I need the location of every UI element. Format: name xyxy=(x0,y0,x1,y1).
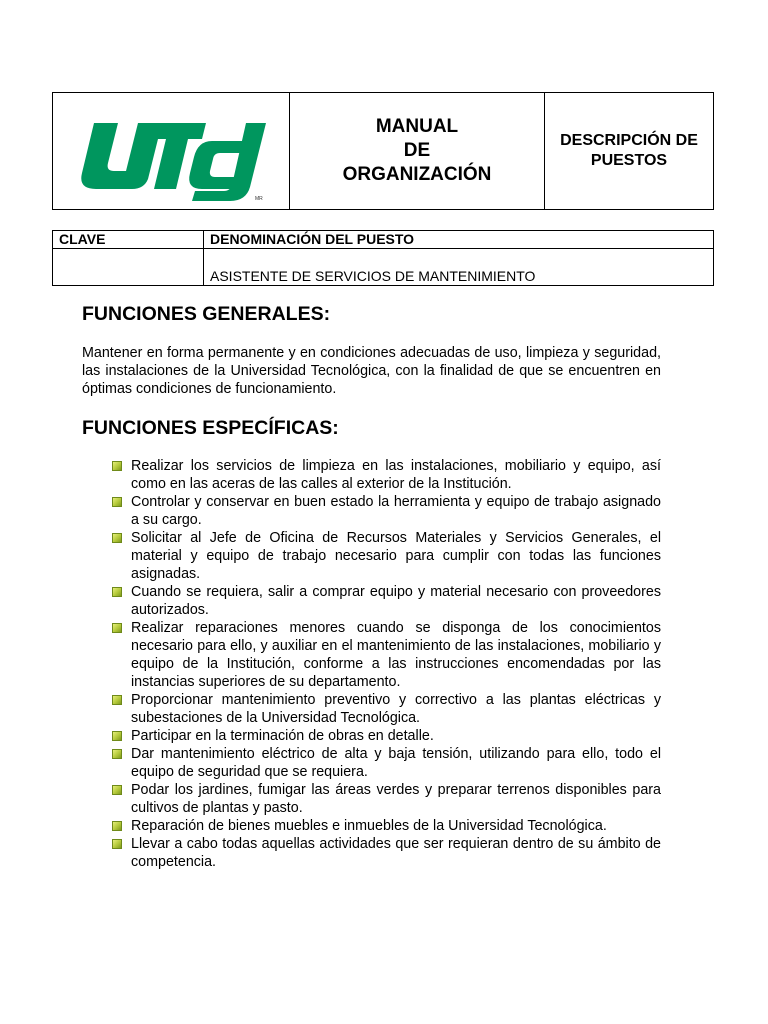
list-item-text: Dar mantenimiento eléctrico de alta y baja tensión, utilizando para ello, todo el equipo de seguridad que se requiera. xyxy=(131,746,661,780)
list-item xyxy=(82,817,661,835)
square-bullet-icon xyxy=(112,587,122,597)
list-item xyxy=(82,529,661,583)
utcj-logo xyxy=(74,101,269,201)
list-item xyxy=(82,493,661,529)
title-line: DE xyxy=(403,140,431,161)
square-bullet-icon xyxy=(112,695,122,705)
manual-title xyxy=(290,93,545,209)
list-item xyxy=(82,619,661,691)
list-item-text: Realizar reparaciones menores cuando se disponga de los conocimientos necesario para ello, y auxiliar en el mantenimiento de las instalaciones, mobiliario y equipo de la Institución, conforme a las instrucciones encomendadas por las instancias superiores de su departamento. xyxy=(131,620,661,690)
list-item-text: Participar en la terminación de obras en detalle. xyxy=(131,728,434,744)
position-table xyxy=(52,230,714,286)
list-item-text: Llevar a cabo todas aquellas actividades que ser requieran dentro de su ámbito de competencia. xyxy=(131,836,661,870)
description-line: DESCRIPCIÓN DE xyxy=(560,132,698,149)
clave-header: CLAVE xyxy=(53,231,204,249)
clave-value xyxy=(53,249,204,286)
list-item-text: Cuando se requiera, salir a comprar equipo y material necesario con proveedores autorizados. xyxy=(131,584,661,618)
denominacion-header: DENOMINACIÓN DEL PUESTO xyxy=(204,231,714,249)
list-item xyxy=(82,583,661,619)
document-type xyxy=(545,93,713,209)
square-bullet-icon xyxy=(112,461,122,471)
square-bullet-icon xyxy=(112,785,122,795)
document-body xyxy=(82,300,661,871)
square-bullet-icon xyxy=(112,497,122,507)
specific-functions-heading: FUNCIONES ESPECÍFICAS: xyxy=(82,417,339,439)
list-item-text: Podar los jardines, fumigar las áreas verdes y preparar terrenos disponibles para cultivos de plantas y pasto. xyxy=(131,782,661,816)
general-functions-text: Mantener en forma permanente y en condiciones adecuadas de uso, limpieza y seguridad, las instalaciones de la Universidad Tecnológica, con la finalidad de que se encuentren en óptimas condiciones de funcionamiento. xyxy=(82,345,661,397)
list-item xyxy=(82,781,661,817)
list-item xyxy=(82,691,661,727)
list-item-text: Proporcionar mantenimiento preventivo y correctivo a las plantas eléctricas y subestaciones de la Universidad Tecnológica. xyxy=(131,692,661,726)
description-line: PUESTOS xyxy=(590,152,668,169)
square-bullet-icon xyxy=(112,821,122,831)
list-item-text: Controlar y conservar en buen estado la herramienta y equipo de trabajo asignado a su cargo. xyxy=(131,494,661,528)
square-bullet-icon xyxy=(112,839,122,849)
general-functions-heading: FUNCIONES GENERALES: xyxy=(82,303,331,325)
title-line: ORGANIZACIÓN xyxy=(342,164,492,185)
list-item-text: Reparación de bienes muebles e inmuebles de la Universidad Tecnológica. xyxy=(131,818,607,834)
list-item-text: Solicitar al Jefe de Oficina de Recursos Materiales y Servicios Generales, el material y equipo de trabajo necesario para cumplir con todas las funciones asignadas. xyxy=(131,530,661,582)
square-bullet-icon xyxy=(112,749,122,759)
list-item xyxy=(82,835,661,871)
logo-cell xyxy=(53,93,290,209)
list-item xyxy=(82,745,661,781)
square-bullet-icon xyxy=(112,731,122,741)
denominacion-value: ASISTENTE DE SERVICIOS DE MANTENIMIENTO xyxy=(204,249,714,286)
list-item xyxy=(82,727,661,745)
square-bullet-icon xyxy=(112,623,122,633)
trademark-label: MR xyxy=(254,196,263,201)
list-item xyxy=(82,457,661,493)
title-line: MANUAL xyxy=(375,116,459,137)
document-header xyxy=(52,92,714,210)
list-item-text: Realizar los servicios de limpieza en las instalaciones, mobiliario y equipo, así como en las aceras de las calles al exterior de la Institución. xyxy=(131,458,661,492)
square-bullet-icon xyxy=(112,533,122,543)
specific-functions-list xyxy=(82,457,661,871)
